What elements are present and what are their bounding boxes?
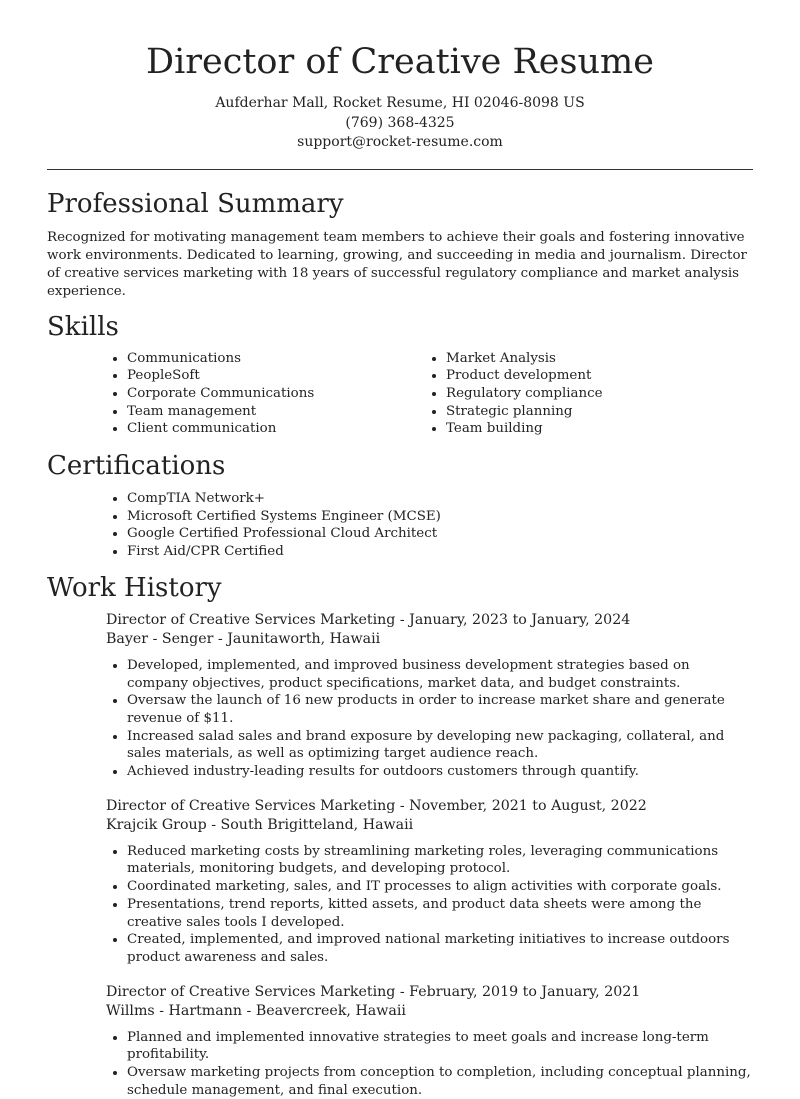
job-bullet: • Achieved industry-leading results for outdoors customers through quantify. xyxy=(127,763,753,781)
job-bullet: • Planned and implemented innovative strategies to meet goals and increase long-term profitability. xyxy=(127,1029,753,1064)
skill-item: • Market Analysis xyxy=(446,350,744,368)
work-history-heading: Work History xyxy=(47,572,222,603)
job-bullet: • Increased salad sales and brand exposure by developing new packaging, collateral, and sales materials, as well as optimizing target audience reach. xyxy=(127,728,753,763)
job-company-line: Krajcik Group - South Brigitteland, Hawaii xyxy=(106,816,414,833)
contact-info xyxy=(47,94,753,153)
address-text: Aufderhar Mall, Rocket Resume, HI 02046-8098 US xyxy=(215,95,585,111)
certification-item: • CompTIA Network+ xyxy=(127,490,753,508)
skills-list xyxy=(106,350,753,439)
job-bullet: • Oversaw the launch of 16 new products in order to increase market share and generate revenue of $11. xyxy=(127,692,753,727)
certification-item: • Microsoft Certified Systems Engineer (MCSE) xyxy=(127,508,753,526)
job-title-line: Director of Creative Services Marketing - January, 2023 to January, 2024 xyxy=(106,611,631,628)
job-bullet: • Reduced marketing costs by streamlining marketing roles, leveraging communications materials, monitoring budgets, and developing protocol. xyxy=(127,843,753,878)
job-company: Krajcik Group xyxy=(106,816,207,833)
job-company-line: Willms - Hartmann - Beavercreek, Hawaii xyxy=(106,1002,406,1019)
summary-section xyxy=(47,189,753,301)
job-location: South Brigitteland, Hawaii xyxy=(220,816,414,833)
job-bullet: • Created, implemented, and improved national marketing initiatives to increase outdoors product awareness and sales. xyxy=(127,931,753,966)
job-title: Director of Creative Services Marketing xyxy=(106,983,396,1000)
resume-page xyxy=(47,0,753,1099)
job-bullet: • Oversaw marketing projects from conception to completion, including conceptual planning, schedule management, and final execution. xyxy=(127,1064,753,1099)
job-entry xyxy=(106,797,753,967)
job-company: Bayer - Senger xyxy=(106,630,214,647)
skill-item: • Corporate Communications xyxy=(127,385,425,403)
job-entry xyxy=(106,611,753,781)
job-dates: February, 2019 to January, 2021 xyxy=(409,983,641,1000)
job-title-line: Director of Creative Services Marketing - November, 2021 to August, 2022 xyxy=(106,797,647,814)
certification-item: • Google Certified Professional Cloud Architect xyxy=(127,525,753,543)
skill-item: • Regulatory compliance xyxy=(446,385,744,403)
job-title-line: Director of Creative Services Marketing - February, 2019 to January, 2021 xyxy=(106,983,641,1000)
skill-item: • Product development xyxy=(446,367,744,385)
job-company: Willms - Hartmann xyxy=(106,1002,242,1019)
skills-heading: Skills xyxy=(47,311,119,342)
job-title: Director of Creative Services Marketing xyxy=(106,611,396,628)
job-bullet: • Presentations, trend reports, kitted assets, and product data sheets were among the creative sales tools I developed. xyxy=(127,896,753,931)
skills-column-right xyxy=(425,350,744,439)
work-history-section xyxy=(47,573,753,1099)
job-entry xyxy=(106,983,753,1099)
job-bullet: • Developed, implemented, and improved business development strategies based on company objectives, product specifications, market data, and budget constraints. xyxy=(127,657,753,692)
job-dates: November, 2021 to August, 2022 xyxy=(409,797,647,814)
skills-section xyxy=(47,312,753,439)
job-location: Jaunitaworth, Hawaii xyxy=(227,630,381,647)
certification-item: • First Aid/CPR Certified xyxy=(127,543,753,561)
job-dates: January, 2023 to January, 2024 xyxy=(409,611,631,628)
skill-item: • Team building xyxy=(446,420,744,438)
summary-heading: Professional Summary xyxy=(47,188,344,219)
job-bullet: • Coordinated marketing, sales, and IT processes to align activities with corporate goals. xyxy=(127,878,753,896)
summary-text: Recognized for motivating management team members to achieve their goals and fostering innovative work environments. Dedicated to learning, growing, and succeeding in media and journalism. Director of creative services marketing with 18 years of successful regulatory compliance and market analysis experience. xyxy=(47,229,747,299)
skill-item: • Strategic planning xyxy=(446,403,744,421)
job-location: Beavercreek, Hawaii xyxy=(255,1002,406,1019)
skill-item: • Team management xyxy=(127,403,425,421)
skill-item: • PeopleSoft xyxy=(127,367,425,385)
skill-item: • Communications xyxy=(127,350,425,368)
header-divider xyxy=(47,169,753,170)
job-title: Director of Creative Services Marketing xyxy=(106,797,396,814)
skills-column-left xyxy=(106,350,425,439)
email-text: support@rocket-resume.com xyxy=(297,134,503,150)
certifications-heading: Certifications xyxy=(47,451,226,482)
certifications-section xyxy=(47,451,753,561)
job-company-line: Bayer - Senger - Jaunitaworth, Hawaii xyxy=(106,630,381,647)
skill-item: • Client communication xyxy=(127,420,425,438)
resume-title: Director of Creative Resume xyxy=(146,42,654,82)
certifications-list xyxy=(106,490,753,561)
phone-text: (769) 368-4325 xyxy=(345,114,455,131)
